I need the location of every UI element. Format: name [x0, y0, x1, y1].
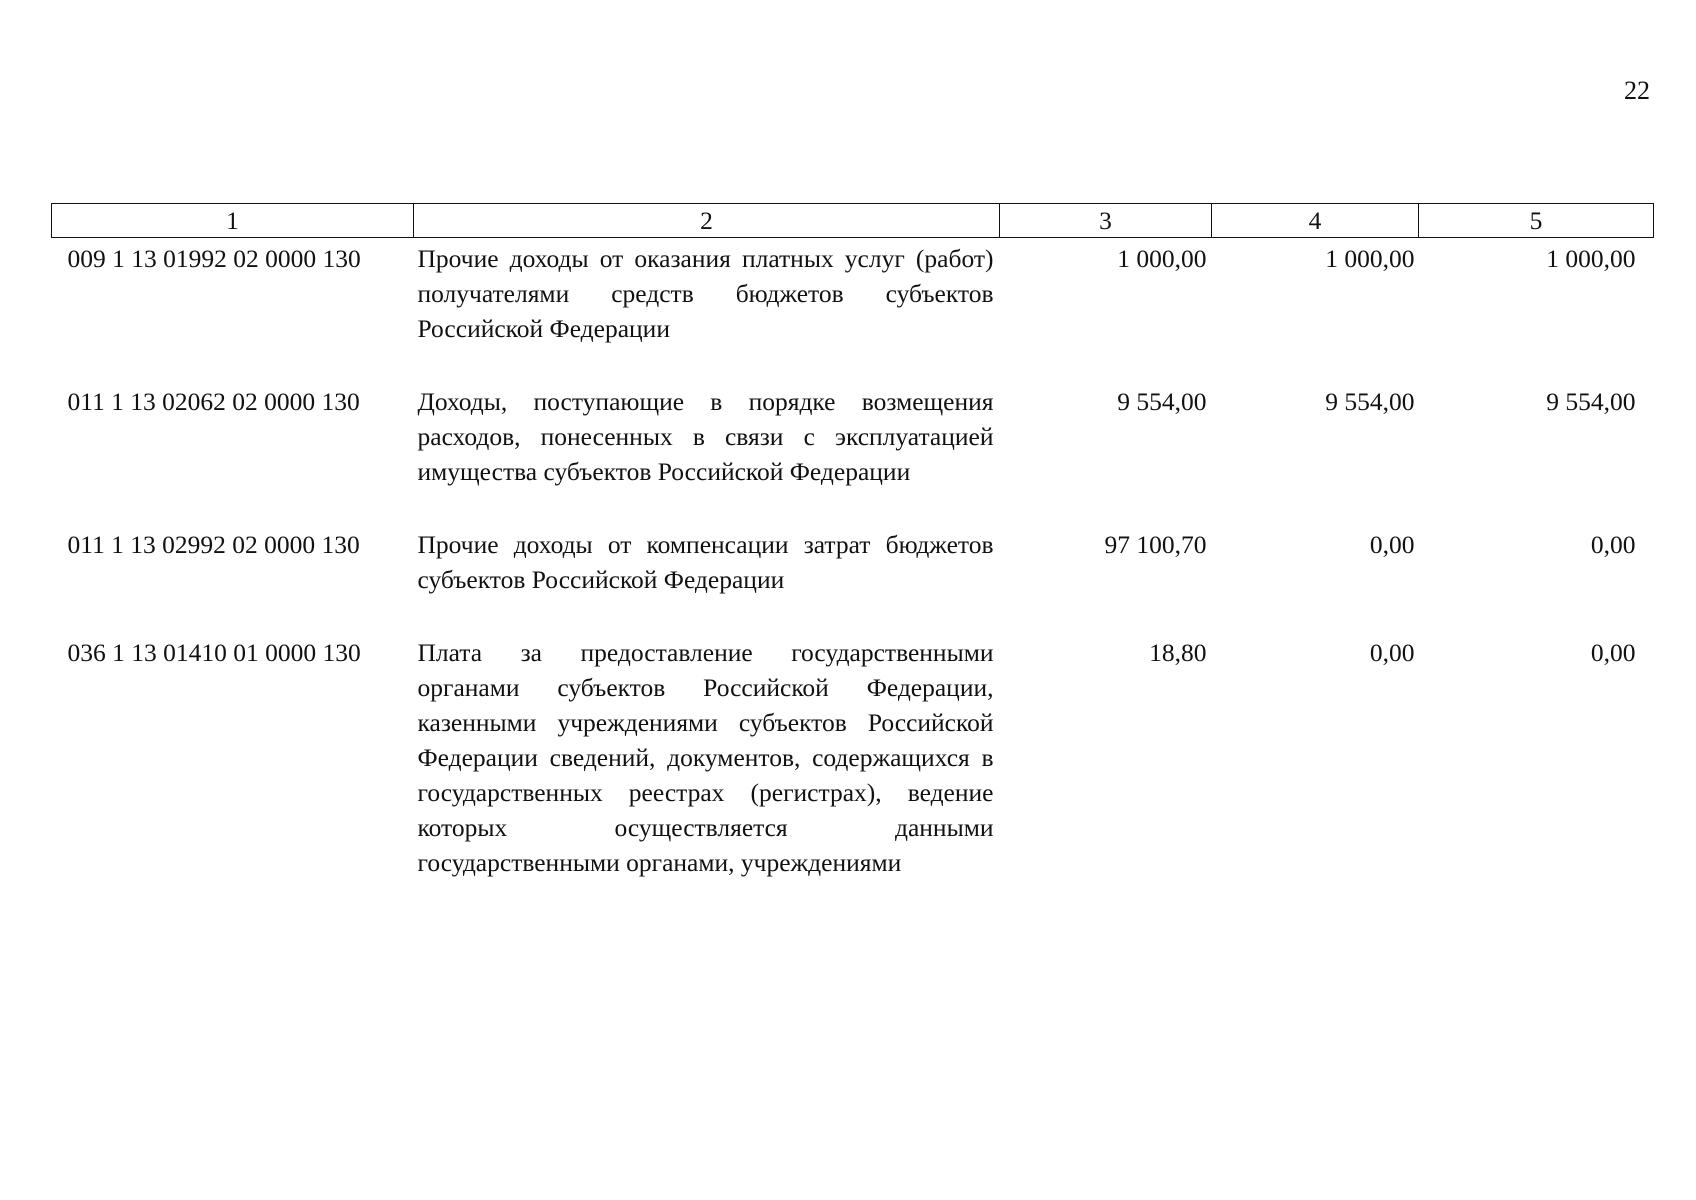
budget-code: 011 1 13 02992 02 0000 130	[67, 530, 360, 559]
amount-col-3: 18,80	[1149, 638, 1207, 667]
revenue-description: Прочие доходы от оказания платных услуг (работ) получателями средств бюджетов субъектов Российской Федерации	[417, 244, 994, 343]
budget-revenue-table	[51, 203, 1654, 880]
header-col-1: 1	[52, 204, 414, 238]
table-header	[52, 204, 1654, 238]
header-col-3: 3	[1000, 204, 1212, 238]
amount-col-3: 9 554,00	[1117, 387, 1207, 416]
amount-col-4: 0,00	[1369, 638, 1415, 667]
amount-col-3: 97 100,70	[1104, 530, 1207, 559]
table-row	[52, 635, 1654, 880]
amount-col-4: 1 000,00	[1325, 244, 1415, 273]
revenue-description: Плата за предоставление государственными органами субъектов Российской Федерации, казенными учреждениями субъектов Российской Федерации сведений, документов, содержащихся в государственных реестрах (регистрах), ведение которых осуществляется данными государственными органами, учреждениями	[417, 638, 994, 877]
header-col-2: 2	[414, 204, 1000, 238]
revenue-description: Доходы, поступающие в порядке возмещения расходов, понесенных в связи с эксплуатацией имущества субъектов Российской Федерации	[417, 387, 994, 486]
amount-col-5: 9 554,00	[1546, 387, 1636, 416]
amount-col-5: 1 000,00	[1546, 244, 1636, 273]
table-row	[52, 238, 1654, 385]
budget-code: 009 1 13 01992 02 0000 130	[67, 244, 361, 273]
amount-col-4: 9 554,00	[1325, 387, 1415, 416]
page-number: 22	[1624, 76, 1650, 105]
amount-col-3: 1 000,00	[1117, 244, 1207, 273]
header-row	[52, 204, 1654, 238]
amount-col-5: 0,00	[1590, 530, 1636, 559]
table-body	[52, 238, 1654, 881]
table-row	[52, 384, 1654, 527]
budget-code: 036 1 13 01410 01 0000 130	[67, 638, 361, 667]
header-col-5: 5	[1419, 204, 1654, 238]
revenue-description: Прочие доходы от компенсации затрат бюджетов субъектов Российской Федерации	[417, 530, 994, 594]
amount-col-5: 0,00	[1590, 638, 1636, 667]
table-row	[52, 527, 1654, 635]
amount-col-4: 0,00	[1369, 530, 1415, 559]
budget-code: 011 1 13 02062 02 0000 130	[67, 387, 360, 416]
header-col-4: 4	[1212, 204, 1419, 238]
